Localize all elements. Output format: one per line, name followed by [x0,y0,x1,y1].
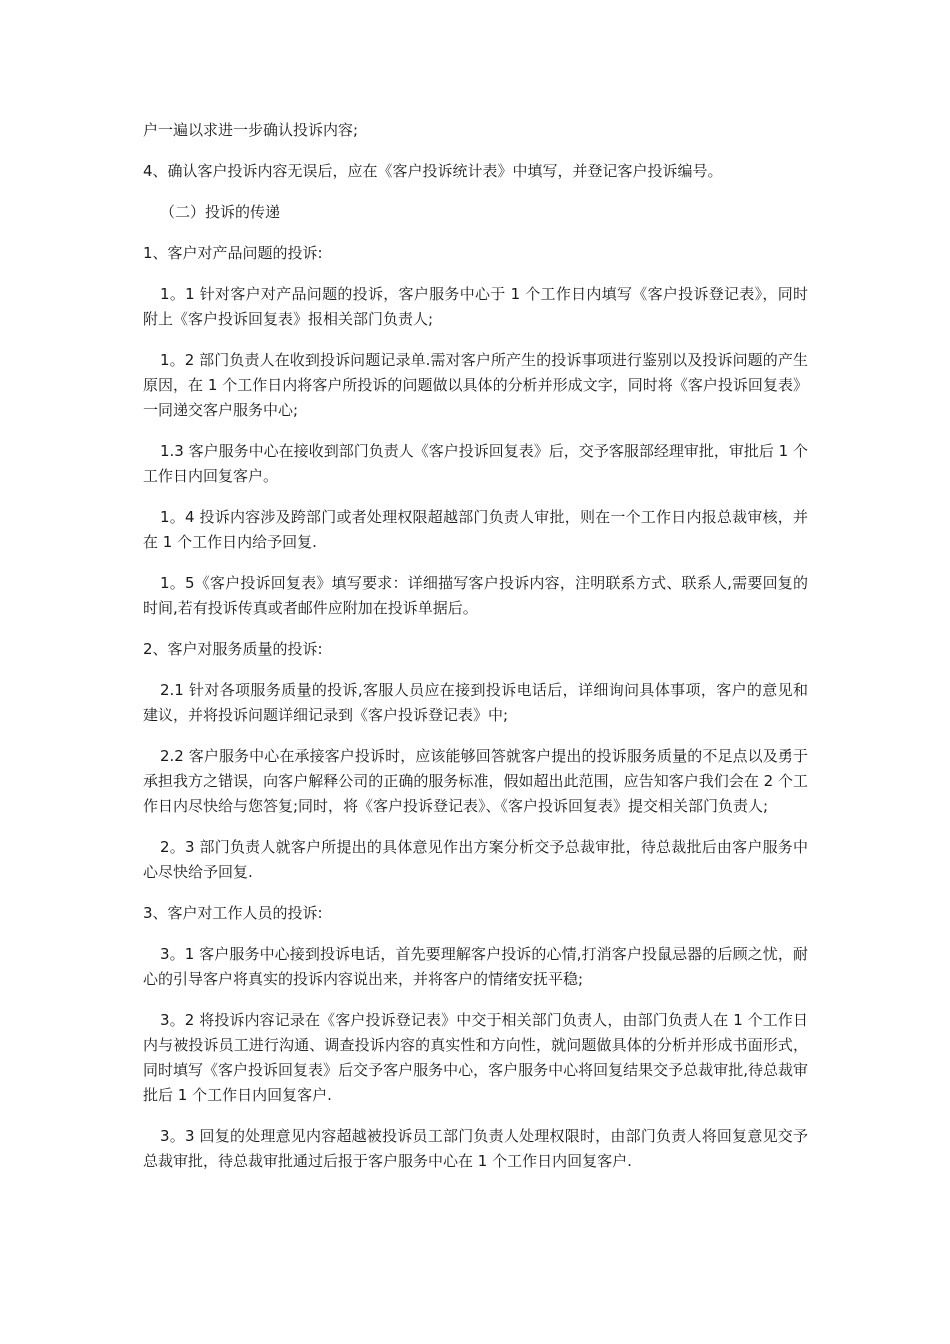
subheading-service-quality-complaints: 2、客户对服务质量的投诉: [143,640,323,658]
paragraph-2-3: 2。3 部门负责人就客户所提出的具体意见作出方案分析交予总裁审批，待总裁批后由客户服务中心尽快给予回复. [143,838,808,881]
subheading-product-complaints: 1、客户对产品问题的投诉: [143,244,323,262]
paragraph-3-2: 3。2 将投诉内容记录在《客户投诉登记表》中交于相关部门负责人，由部门负责人在 1 个工作日内与被投诉员工进行沟通、调查投诉内容的真实性和方向性，就问题做具体的分析并形成书面形式，同时填写《客户投诉回复表》后交予客户服务中心，客户服务中心将回复结果交予总裁审批,待总裁审批后 1 个工作日内回复客户. [143,1011,808,1104]
paragraph-3-3: 3。3 回复的处理意见内容超越被投诉员工部门负责人处理权限时，由部门负责人将回复意见交予总裁审批，待总裁审批通过后报于客户服务中心在 1 个工作日内回复客户. [143,1127,808,1170]
paragraph-1-3: 1.3 客户服务中心在接收到部门负责人《客户投诉回复表》后，交予客服部经理审批，审批后 1 个工作日内回复客户。 [143,442,808,485]
paragraph-1-2: 1。2 部门负责人在收到投诉问题记录单.需对客户所产生的投诉事项进行鉴别以及投诉问题的产生原因，在 1 个工作日内将客户所投诉的问题做以具体的分析并形成文字，同时将《客户投诉回复表》一同递交客户服务中心; [143,351,808,419]
paragraph-1-1: 1。1 针对客户对产品问题的投诉，客户服务中心于 1 个工作日内填写《客户投诉登记表》，同时附上《客户投诉回复表》报相关部门负责人; [143,285,808,328]
paragraph-3-1: 3。1 客户服务中心接到投诉电话，首先要理解客户投诉的心情,打消客户投鼠忌器的后顾之忧，耐心的引导客户将真实的投诉内容说出来，并将客户的情绪安抚平稳; [143,945,808,988]
paragraph-1-4: 1。4 投诉内容涉及跨部门或者处理权限超越部门负责人审批，则在一个工作日内报总裁审核，并在 1 个工作日内给予回复. [143,508,808,551]
paragraph-item-4: 4、确认客户投诉内容无误后，应在《客户投诉统计表》中填写，并登记客户投诉编号。 [143,162,723,180]
paragraph-2-2: 2.2 客户服务中心在承接客户投诉时，应该能够回答就客户提出的投诉服务质量的不足点以及勇于承担我方之错误，向客户解释公司的正确的服务标准，假如超出此范围，应告知客户我们会在 2 个工作日内尽快给与您答复;同时，将《客户投诉登记表》、《客户投诉回复表》提交相关部门负责人; [143,747,808,815]
paragraph-1-5: 1。5《客户投诉回复表》填写要求：详细描写客户投诉内容，注明联系方式、联系人,需要回复的时间,若有投诉传真或者邮件应附加在投诉单据后。 [143,574,808,617]
section-heading-complaint-transfer: （二）投诉的传递 [160,203,281,221]
paragraph-2-1: 2.1 针对各项服务质量的投诉,客服人员应在接到投诉电话后，详细询问具体事项，客户的意见和建议，并将投诉问题详细记录到《客户投诉登记表》中; [143,681,808,724]
paragraph-continuation: 户一遍以求进一步确认投诉内容; [143,121,359,139]
document-body [143,118,808,1190]
subheading-staff-complaints: 3、客户对工作人员的投诉: [143,904,323,922]
